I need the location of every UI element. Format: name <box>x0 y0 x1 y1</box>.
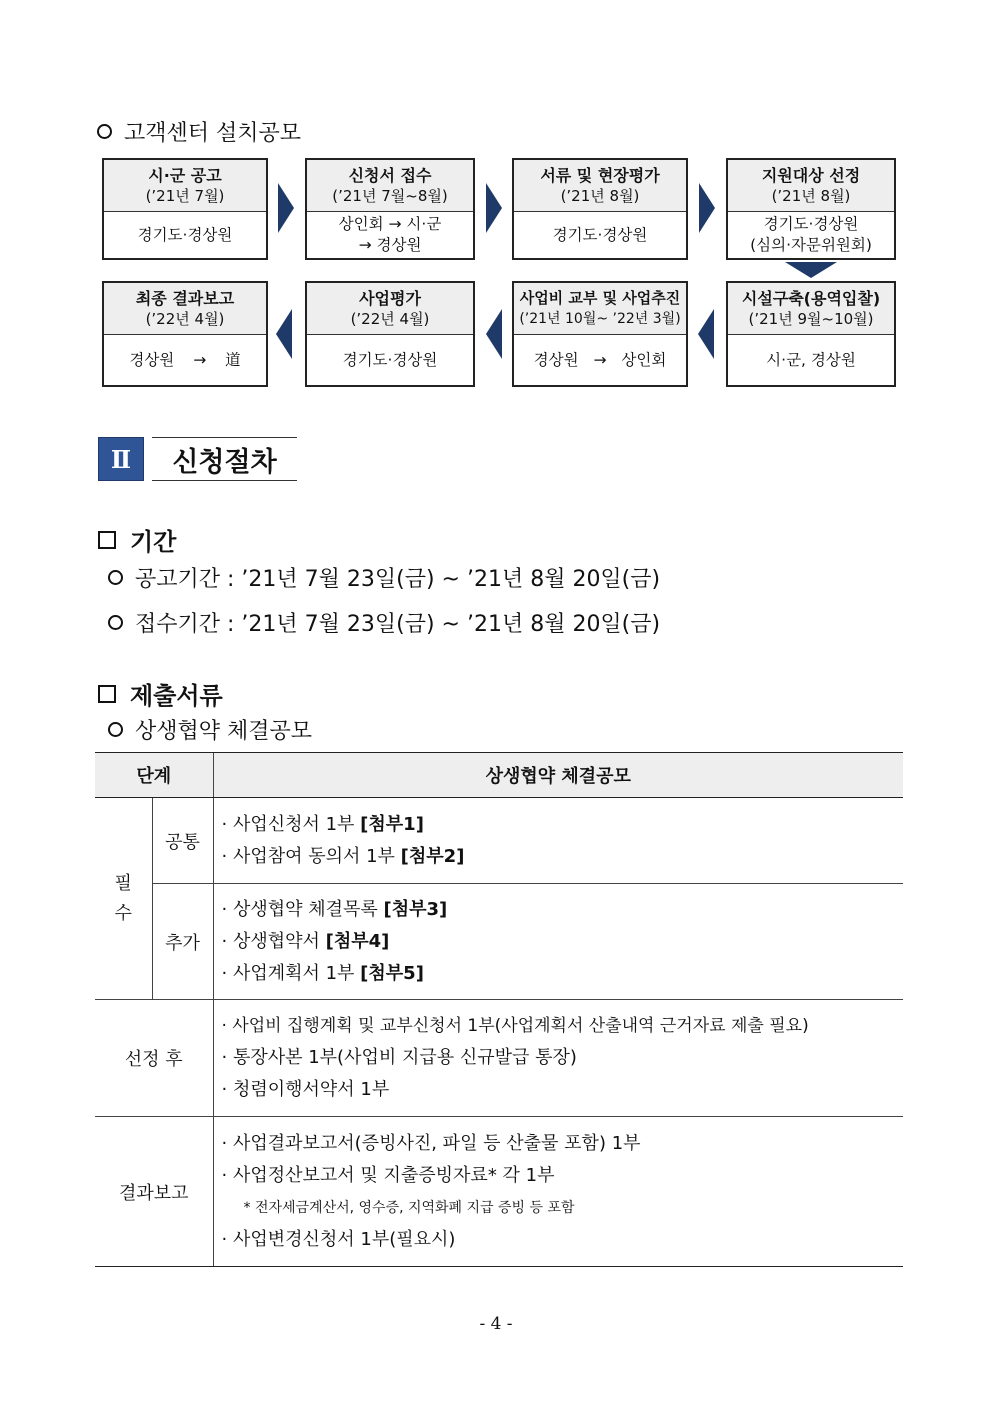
flow-step-date: (’21년 7월) <box>145 186 225 205</box>
flow-step-body: 경상원 → 상인회 <box>533 350 667 369</box>
flow-step-1 <box>102 158 268 260</box>
page-number: - 4 - <box>479 1314 513 1334</box>
table-header-docs: 상생협약 체결공모 <box>213 753 903 798</box>
section-number: Ⅱ <box>98 437 144 481</box>
flow-step-body: 경기도·경상원 <box>137 225 233 244</box>
flow-step-body: 상인회 → 시·군 <box>338 215 442 233</box>
period-heading <box>98 522 176 557</box>
list-item: · 사업결과보고서(증빙사진, 파일 등 산출물 포함) 1부 <box>221 1132 641 1154</box>
extra-items <box>213 884 903 1000</box>
table-row <box>95 884 903 1000</box>
flow-step-2 <box>305 158 475 260</box>
flow-step-body: 경상원 → 道 <box>129 350 241 369</box>
table-header-stage: 단계 <box>95 753 213 798</box>
arrow-right-icon <box>486 183 502 233</box>
report-note: * 전자세금계산서, 영수증, 지역화폐 지급 증빙 등 포함 <box>243 1199 575 1216</box>
flow-step-body: → 경상원 <box>358 236 422 254</box>
item-tag: [첨부2] <box>400 845 465 867</box>
flow-step-date: (’21년 9월~10월) <box>748 309 874 328</box>
item-text: · 사업신청서 1부 <box>221 813 361 835</box>
flow-step-body: 경기도·경상원 <box>552 225 648 244</box>
flow-step-title: 신청서 접수 <box>348 165 432 185</box>
common-label: 공통 <box>152 798 213 884</box>
flow-step-date: (’21년 8월) <box>771 186 851 205</box>
list-item: · 통장사본 1부(사업비 지급용 신규발급 통장) <box>221 1047 577 1068</box>
flow-step-date: (’21년 7월~8월) <box>332 186 448 205</box>
common-items <box>213 798 903 884</box>
period-line-1 <box>108 562 660 593</box>
flow-step-8 <box>102 281 268 387</box>
arrow-left-icon <box>276 309 292 359</box>
section-title: 신청절차 <box>152 437 297 481</box>
docs-sub-bullet <box>108 714 312 745</box>
flow-step-title: 서류 및 현장평가 <box>540 165 660 185</box>
flow-step-3 <box>512 158 688 260</box>
square-bullet-icon <box>98 531 116 549</box>
period-line-2 <box>108 607 660 638</box>
item-tag: [첨부4] <box>325 930 390 952</box>
docs-heading-text: 제출서류 <box>130 682 223 710</box>
list-item <box>222 809 896 841</box>
table-row <box>95 1000 903 1117</box>
square-bullet-icon <box>98 685 116 703</box>
report-items <box>213 1117 903 1267</box>
list-item <box>222 926 896 958</box>
period-heading-text: 기간 <box>130 528 177 556</box>
flow-step-7 <box>305 281 475 387</box>
period-line-text: 접수기간 : ’21년 7월 23일(금) ~ ’21년 8월 20일(금) <box>135 612 661 637</box>
required-label <box>95 798 152 1000</box>
item-tag: [첨부5] <box>360 962 424 984</box>
circle-bullet-icon <box>108 615 123 630</box>
flow-heading <box>97 116 301 147</box>
item-text: · 상생협약서 <box>221 930 326 952</box>
flow-step-5 <box>726 281 896 387</box>
flow-step-4 <box>726 158 896 260</box>
table-row <box>95 1117 903 1267</box>
arrow-left-icon <box>698 309 714 359</box>
arrow-down-icon <box>785 262 837 278</box>
item-text: · 사업참여 동의서 1부 <box>221 845 401 867</box>
flow-step-body: 경기도·경상원 <box>342 350 438 369</box>
list-item: · 사업비 집행계획 및 교부신청서 1부(사업계획서 산출내역 근거자료 제출 필요) <box>221 1016 809 1036</box>
circle-bullet-icon <box>97 124 112 139</box>
list-item <box>222 841 896 873</box>
arrow-right-icon <box>278 183 294 233</box>
period-line-text: 공고기간 : ’21년 7월 23일(금) ~ ’21년 8월 20일(금) <box>135 567 661 592</box>
flow-step-6 <box>512 281 688 387</box>
docs-sub-bullet-text: 상생협약 체결공모 <box>135 719 313 744</box>
selected-items <box>213 1000 903 1117</box>
docs-table <box>95 752 903 1267</box>
flow-step-title: 지원대상 선정 <box>761 165 861 185</box>
flow-step-title: 최종 결과보고 <box>135 288 235 308</box>
item-tag: [첨부3] <box>383 898 448 920</box>
circle-bullet-icon <box>108 722 123 737</box>
flow-step-date: (’22년 4월) <box>145 309 225 328</box>
list-item: · 사업정산보고서 및 지출증빙자료* 각 1부 <box>221 1164 555 1186</box>
docs-heading <box>98 676 223 711</box>
flow-step-title: 시·군 공고 <box>148 165 222 185</box>
flow-step-body: 경기도·경상원 <box>763 215 859 233</box>
report-label: 결과보고 <box>95 1117 213 1267</box>
flow-step-date: (’22년 4월) <box>350 309 430 328</box>
required-char: 필 <box>114 872 132 894</box>
flow-step-body: 시·군, 경상원 <box>766 350 856 369</box>
item-text: · 상생협약 체결목록 <box>221 898 384 920</box>
list-item <box>222 958 896 990</box>
list-item: · 청렴이행서약서 1부 <box>221 1079 390 1100</box>
extra-label: 추가 <box>152 884 213 1000</box>
list-item: · 사업변경신청서 1부(필요시) <box>221 1228 456 1250</box>
flow-step-title: 시설구축(용역입찰) <box>741 288 881 308</box>
selected-label: 선정 후 <box>95 1000 213 1117</box>
flow-step-date: (’21년 8월) <box>560 186 640 205</box>
table-header-row <box>95 753 903 798</box>
arrow-right-icon <box>699 183 715 233</box>
flow-heading-text: 고객센터 설치공모 <box>124 121 302 146</box>
list-item <box>222 894 896 926</box>
flow-step-title: 사업비 교부 및 사업추진 <box>519 288 681 307</box>
table-row <box>95 798 903 884</box>
item-text: · 사업계획서 1부 <box>221 962 361 984</box>
arrow-left-icon <box>486 309 502 359</box>
flow-step-date: (’21년 10월~ ’22년 3월) <box>519 310 681 327</box>
flow-step-body: (심의·자문위원회) <box>750 236 872 254</box>
flow-step-title: 사업평가 <box>359 288 421 308</box>
required-char: 수 <box>114 902 132 924</box>
circle-bullet-icon <box>108 570 123 585</box>
item-tag: [첨부1] <box>360 813 424 835</box>
